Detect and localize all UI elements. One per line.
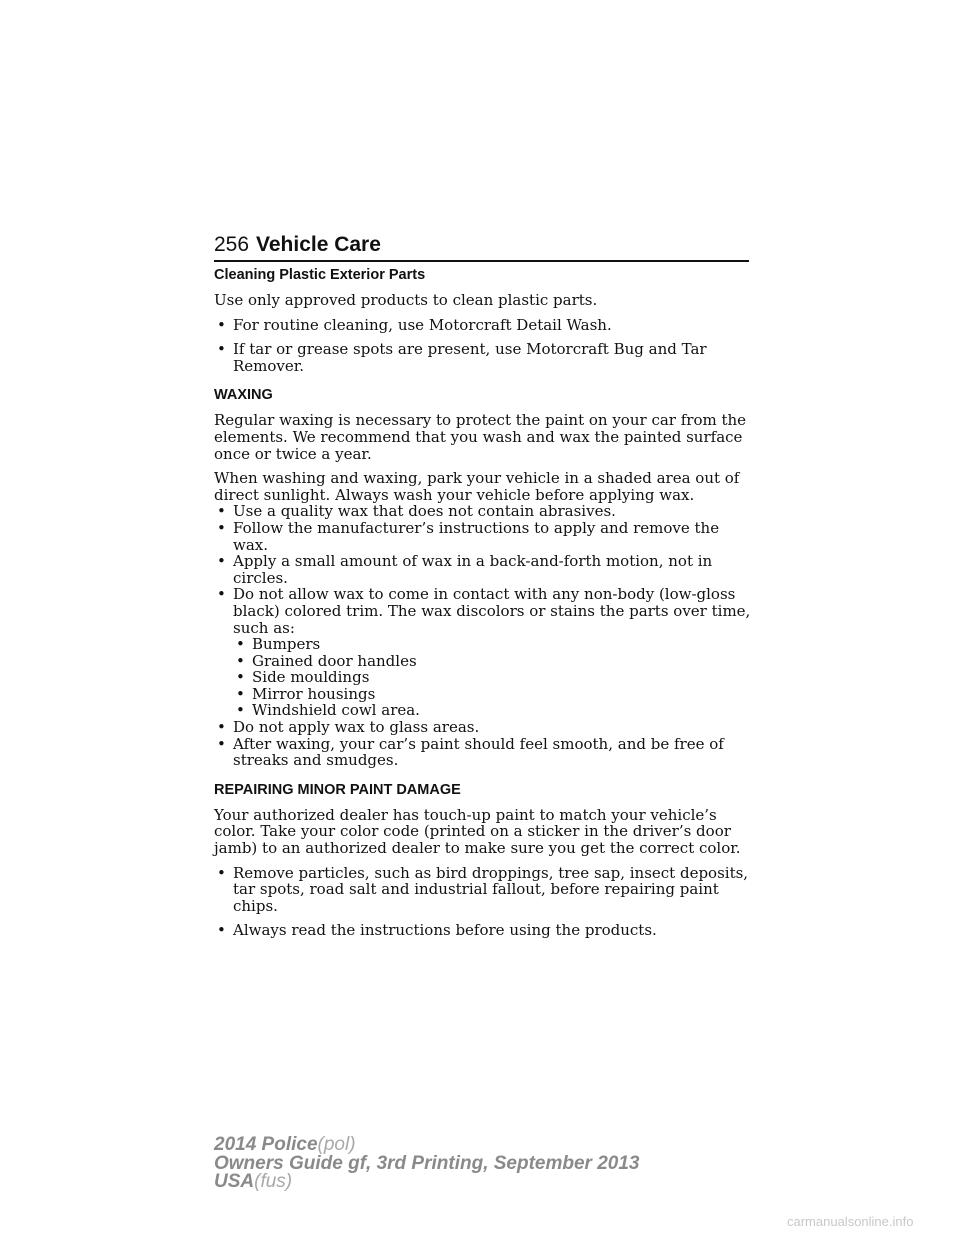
trim-parts-list [233,636,754,719]
repair-paragraph: Your authorized dealer has touch-up paint to match your vehicle’s color. Take your color code (printed on a sticker in the driver’s door jamb) to an authorized dealer to make sure you get the correct color. [214,805,741,858]
footer-printing: Owners Guide gf, 3rd Printing, September 2013 [214,1152,640,1174]
list-item: • Use a quality wax that does not contain abrasives. [214,503,754,520]
list-item: • Side mouldings [233,669,754,686]
repair-list [214,865,754,939]
list-item: • After waxing, your car’s paint should feel smooth, and be free of streaks and smudges. [214,736,754,769]
list-item: • If tar or grease spots are present, use Motorcraft Bug and Tar Remover. [214,341,754,374]
list-item: • Follow the manufacturer’s instructions to apply and remove the wax. [214,520,754,553]
footer-model-code: (pol) [317,1134,356,1155]
list-item: • Do not apply wax to glass areas. [214,719,754,736]
list-item: • Grained door handles [233,653,754,670]
page-number: 256 [214,233,250,256]
list-item [214,586,754,719]
list-item: • For routine cleaning, use Motorcraft Detail Wash. [214,317,754,334]
watermark: carmanualsonline.info [787,1214,914,1229]
page-content [214,266,754,939]
footer-market-code: (fus) [254,1171,293,1193]
footer-line-3 [214,1173,640,1192]
cleaning-list [214,317,754,375]
repair-heading: REPAIRING MINOR PAINT DAMAGE [214,781,461,798]
page-header [214,230,749,262]
waxing-paragraph-2: When washing and waxing, park your vehicle in a shaded area out of direct sunlight. Always wash your vehicle before applying wax. [214,469,740,504]
list-item: • Bumpers [233,636,754,653]
page-footer [214,1136,640,1192]
cleaning-intro: Use only approved products to clean plastic parts. [214,291,598,309]
waxing-heading: WAXING [214,387,273,404]
cleaning-heading: Cleaning Plastic Exterior Parts [214,267,426,283]
list-item: • Windshield cowl area. [233,702,754,719]
list-item: • Remove particles, such as bird droppings, tree sap, insect deposits, tar spots, road salt and industrial fallout, before repairing paint chips. [214,865,754,915]
footer-model: 2014 Police [214,1134,318,1155]
list-item: • Apply a small amount of wax in a back-and-forth motion, not in circles. [214,553,754,586]
waxing-list [214,503,754,769]
list-item: • Mirror housings [233,686,754,703]
list-item: • Always read the instructions before using the products. [214,922,754,939]
section-title: Vehicle Care [256,233,381,256]
list-item-text: Do not allow wax to come in contact with any non-body (low-gloss black) colored trim. The wax discolors or stains the parts over time, such as: [233,585,751,637]
footer-market: USA [214,1171,255,1193]
waxing-paragraph-1: Regular waxing is necessary to protect the paint on your car from the elements. We recommend that you wash and wax the painted surface once or twice a year. [214,411,747,463]
